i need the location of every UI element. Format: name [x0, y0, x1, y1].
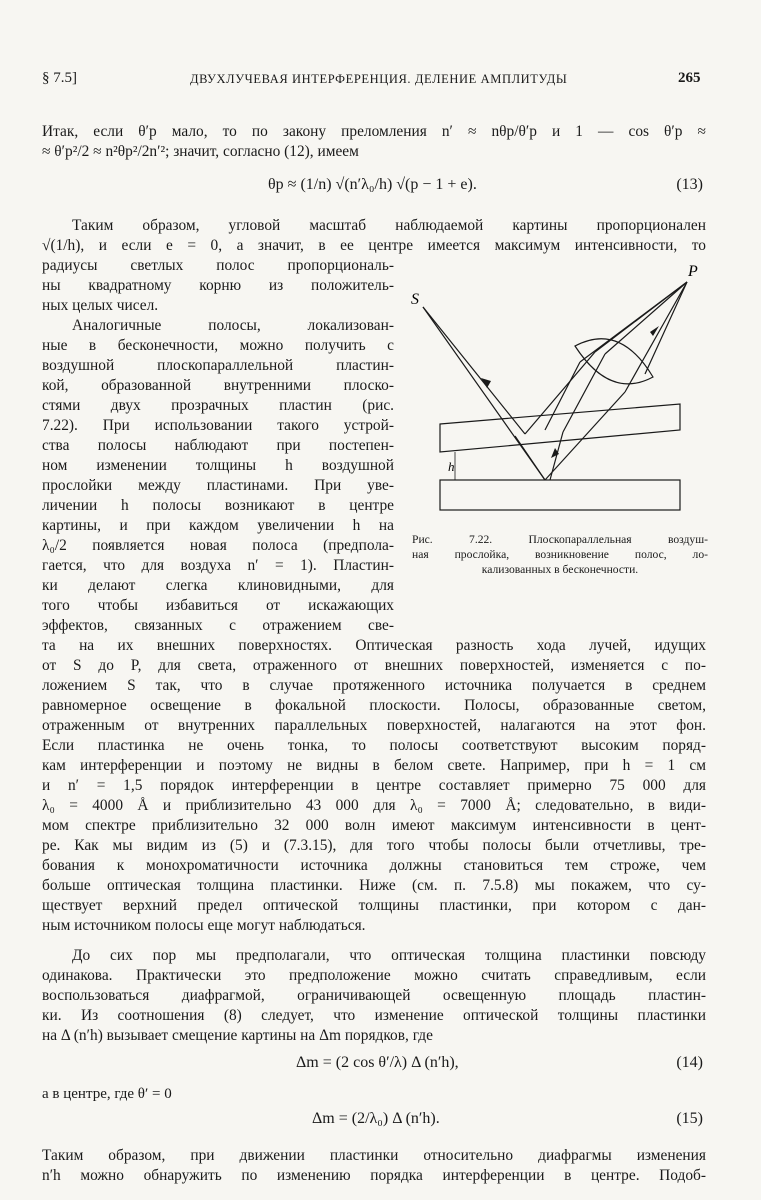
label-h: h [448, 459, 455, 474]
para1-line-1: Таким образом, угловой масштаб наблюдаемой картины пропорционален [72, 217, 706, 234]
equation-14-number: (14) [676, 1054, 703, 1071]
para2-narrow-line: ки делают слегка клиновидными, для [42, 577, 394, 594]
para2-narrow-line: воздушной плоскопараллельной пластин- [42, 357, 394, 374]
para2-narrow-line: эффектов, связанных с отражением све- [42, 617, 394, 634]
ray [545, 362, 580, 430]
arrowhead [481, 378, 491, 388]
final-line-2: n′h можно обнаружить по изменению порядка интерференции в центре. Подоб- [42, 1167, 706, 1184]
equation-15-number: (15) [676, 1110, 703, 1127]
para3-line: одинакова. Практически это предположение можно считать справедливым, если [42, 967, 706, 984]
ray [423, 307, 525, 434]
para2-full-line: отраженным от внутренних параллельных поверхностей, налагаются на этот фон. [42, 717, 706, 734]
caption-line-2: ная прослойка, возникновение полос, ло- [412, 548, 708, 561]
para2-full-line: больше оптическая толщина пластинки. Ниже (см. п. 7.5.8) мы покажем, что су- [42, 877, 706, 894]
para2-narrow-line: личении h полосы возникают в центре [42, 497, 394, 514]
caption-line-3: кализованных в бесконечности. [481, 563, 639, 576]
figure-7-22 [395, 262, 715, 524]
para1-narrow-line-1: радиусы светлых полос пропорциональ- [42, 257, 394, 274]
para2-full-line: ществует верхний предел оптической толщины пластинки, при котором с дан- [42, 897, 706, 914]
para2-full-line: мом спектре приблизительно 32 000 волн имеют максимум интенсивности в цент- [42, 817, 706, 834]
center-condition-line: а в центре, где θ′ = 0 [42, 1086, 172, 1102]
para1-line-2: √(1/h), и если e = 0, а значит, в ее центре имеется максимум интенсивности, то [42, 237, 706, 254]
label-S: S [411, 291, 419, 308]
para2-narrow-line: Аналогичные полосы, локализован- [72, 317, 394, 334]
running-title: ДВУХЛУЧЕВАЯ ИНТЕРФЕРЕНЦИЯ. ДЕЛЕНИЕ АМПЛИТУДЫ [190, 72, 568, 86]
para3-line: на Δ (n′h) вызывает смещение картины на Δm порядков, где [42, 1027, 433, 1044]
para2-narrow-line: картины, и при каждом увеличении h на [42, 517, 394, 534]
caption-line-1: Рис. 7.22. Плоскопараллельная воздуш- [412, 533, 708, 546]
para2-full-line: и n′ = 1,5 порядок интерференции в центре составляет примерно 75 000 для [42, 777, 706, 794]
para2-narrow-line: кой, образованной внутренними плоско- [42, 377, 394, 394]
ray [580, 282, 687, 362]
lower-plate [440, 480, 680, 510]
para2-full-line: ре. Как мы видим из (5) и (7.3.15), для того чтобы полосы были отчетливы, тре- [42, 837, 706, 854]
figure-caption [412, 532, 708, 577]
para3-line: ки. Из соотношения (8) следует, что изменение оптической толщины пластинки [42, 1007, 706, 1024]
para2-full-line: равномерное освещение в фокальной плоскости. Полосы, образованные светом, [42, 697, 706, 714]
para2-narrow-line: λ₀/2 появляется новая полоса (предпола- [42, 537, 394, 554]
para2-narrow-line: гается, что для воздуха n′ = 1). Пластин- [42, 557, 394, 574]
para2-narrow-line: ства полосы наблюдают при постепен- [42, 437, 394, 454]
para2-full-line: от S до P, для света, отраженного от внешних поверхностей, изменяется с по- [42, 657, 706, 674]
equation-15: Δm = (2/λ₀) Δ (n′h). [312, 1110, 440, 1127]
para1-narrow-line-3: ных целых чисел. [42, 297, 159, 314]
para2-narrow-line: 7.22). При использовании такого устрой- [42, 417, 394, 434]
equation-13-number: (13) [676, 176, 703, 193]
intro-line-2: ≈ θ′p²/2 ≈ n²θp²/2n′²; значит, согласно (12), имеем [42, 143, 359, 160]
ray [625, 282, 687, 392]
para2-full-line: кам интерференции и поэтому не видны в белом свете. Например, при h = 1 см [42, 757, 706, 774]
label-P: P [688, 263, 698, 280]
para2-narrow-line: ные в бесконечности, можно получить с [42, 337, 394, 354]
page-number: 265 [678, 70, 701, 86]
para2-full-line: та на их внешних поверхностях. Оптическая разность хода лучей, идущих [42, 637, 706, 654]
equation-14: Δm = (2 cos θ′/λ) Δ (n′h), [296, 1054, 459, 1071]
para2-full-line: λ₀ = 4000 Å и приблизительно 43 000 для λ₀ = 7000 Å; следовательно, в види- [42, 797, 706, 814]
para2-narrow-line: ном изменении толщины h воздушной [42, 457, 394, 474]
equation-13: θp ≈ (1/n) √(n′λ₀/h) √(p − 1 + e). [268, 176, 477, 193]
ray [605, 282, 687, 354]
final-line-1: Таким образом, при движении пластинки относительно диафрагмы изменения [42, 1147, 706, 1164]
para2-full-line: ложением S так, что в случае протяженного источника получается в среднем [42, 677, 706, 694]
ray [645, 282, 687, 374]
para2-full-line: бования к монохроматичности источника должны становиться тем строже, чем [42, 857, 706, 874]
para2-narrow-line: того чтобы избавиться от искажающих [42, 597, 394, 614]
para2-narrow-line: стями двух прозрачных пластин (рис. [42, 397, 394, 414]
intro-line-1: Итак, если θ′p мало, то по закону преломления n′ ≈ nθp/θ′p и 1 — cos θ′p ≈ [42, 123, 706, 140]
section-number: § 7.5] [42, 70, 77, 86]
para2-full-line: Если пластинка не очень тонка, то полосы соответствуют высоким поряд- [42, 737, 706, 754]
para2-full-line: ным источником полосы еще могут наблюдаться. [42, 917, 366, 934]
para2-narrow-line: прослойки между пластинами. При уве- [42, 477, 394, 494]
para1-narrow-line-2: ны квадратному корню из положитель- [42, 277, 394, 294]
para3-line: воспользоваться диафрагмой, ограничивающей освещенную площадь пластин- [42, 987, 706, 1004]
para3-line: До сих пор мы предполагали, что оптическая толщина пластинки повсюду [72, 947, 706, 964]
